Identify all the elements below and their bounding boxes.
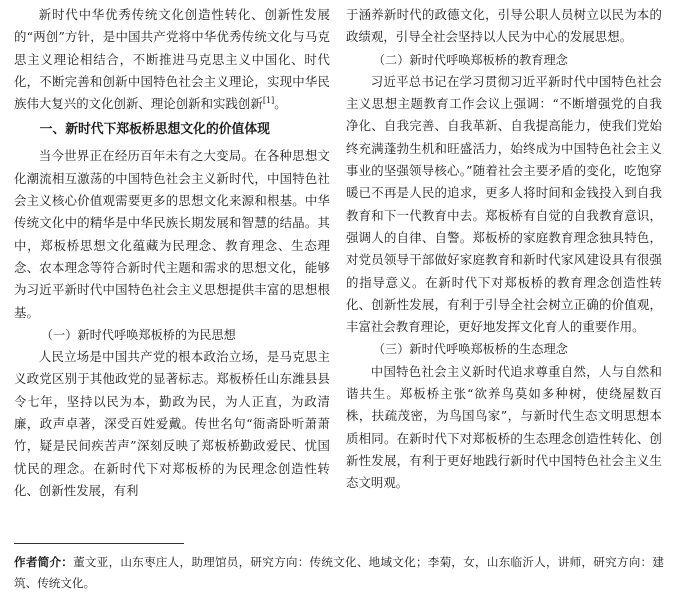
intro-paragraph (14, 4, 330, 115)
subsection-1-paragraph: 人民立场是中国共产党的根本政治立场，是马克思主义政党区别于其他政党的显著标志。郑板桥任山东潍县县令七年，坚持以民为本，勤政为民，为人正直，为政清廉，政声卓著，深受百姓爱戴。传世名句“衙斋卧听萧萧竹，疑是民间疾苦声”深刻反映了郑板桥勤政爱民、忧国忧民的理念。在新时代下对郑板桥的为民理念创造性转化、创新性发展，有利 (14, 349, 330, 498)
subsection-3-heading: （三）新时代呼唤郑板桥的生态理念 (372, 342, 568, 357)
footnote-text: 董文亚，山东枣庄人，助理馆员，研究方向：传统文化、地域文化；李菊，女，山东临沂人，讲师，研究方向：建筑、传统文化。 (14, 555, 664, 590)
citation-ref: [1] (262, 96, 275, 106)
intro-text: 新时代中华优秀传统文化创造性转化、创新性发展的“两创”方针，是中国共产党将中华优秀传统文化与马克思主义理论相结合，不断推进马克思主义中国化、时代化，不断完善和创新中国特色社会主义理论，实现中华民族伟大复兴的文化创新、理论创新和实践创新 (14, 7, 330, 112)
footnote-label: 作者简介： (14, 555, 74, 569)
continued-paragraph: 于涵养新时代的政德文化，引导公职人员树立以民为本的政绩观，引导全社会坚持以人民为中心的发展思想。 (346, 7, 662, 45)
subsection-2-heading: （二）新时代呼唤郑板桥的教育理念 (372, 52, 568, 67)
left-column (14, 4, 330, 502)
subsection-1-heading: （一）新时代呼唤郑板桥的为民思想 (40, 327, 236, 342)
section-1-paragraph: 当今世界正在经历百年未有之大变局。在各种思想文化潮流相互激荡的中国特色社会主义新时代，中国特色社会主义核心价值观需要更多的思想文化来源和根基。中华传统文化中的精华是中华民族长期发展和智慧的结晶。其中，郑板桥思想文化蕴藏为民理念、教育理念、生态理念、农本理念等符合新时代主题和需求的思想文化，能够为习近平新时代中国特色社会主义思想提供丰富的思想根基。 (14, 148, 330, 320)
author-footnote (14, 552, 664, 594)
footnote-divider (14, 543, 184, 544)
subsection-2-paragraph: 习近平总书记在学习贯彻习近平新时代中国特色社会主义思想主题教育工作会议上强调：“不断增强党的自我净化、自我完善、自我革新、自我提高能力，使我们党始终充满蓬勃生机和旺盛活力，始终成为中国特色社会主义事业的坚强领导核心。”随着社会主要矛盾的变化，吃饱穿暖已不再是人民的追求，更多人将时间和金钱投入到自我教育和下一代教育中去。郑板桥有自觉的自我教育意识，强调人的自律、自警。郑板桥的家庭教育理念独具特色，对党员领导干部做好家庭教育和新时代家风建设具有很强的指导意义。在新时代下对郑板桥的教育理念创造性转化、创新性发展，有利于引导全社会树立正确的价值观，丰富社会教育理论，更好地发挥文化育人的重要作用。 (346, 73, 662, 335)
section-1-heading: 一、新时代下郑板桥思想文化的价值体现 (39, 122, 270, 138)
right-column (346, 4, 662, 495)
subsection-3-paragraph: 中国特色社会主义新时代追求尊重自然，人与自然和谐共生。郑板桥主张“欲养鸟莫如多种树，使绕屋数百株，扶疏茂密，为鸟国鸟家”，与新时代生态文明思想本质相同。在新时代下对郑板桥的生态理念创造性转化、创新性发展，有利于更好地践行新时代中国特色社会主义生态文明观。 (346, 363, 662, 491)
intro-end: 。 (274, 96, 287, 112)
